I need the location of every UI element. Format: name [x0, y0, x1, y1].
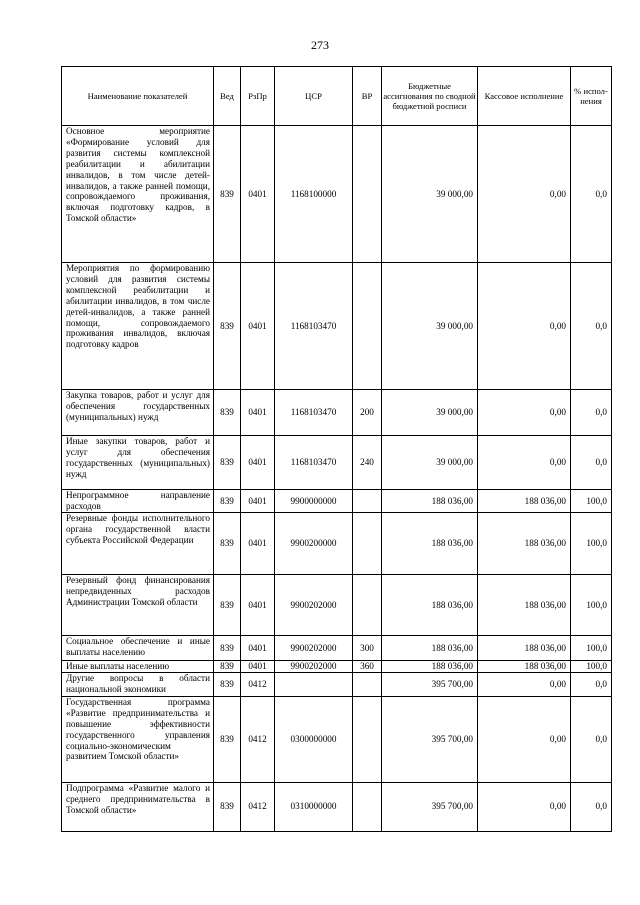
cell-csr: 9900000000: [275, 490, 353, 513]
cell-name: Закупка товаров, работ и услуг для обеспечения государственных (муниципальных) нужд: [62, 390, 214, 436]
cell-rzpr: 0412: [241, 782, 275, 831]
header-rzpr: РзПр: [241, 67, 275, 126]
cell-rzpr: 0412: [241, 696, 275, 782]
header-cash: Кассовое исполнение: [478, 67, 571, 126]
cell-cash: 188 036,00: [478, 636, 571, 661]
cell-vr: [353, 126, 382, 263]
cell-pct: 100,0: [571, 490, 612, 513]
cell-rzpr: 0401: [241, 263, 275, 390]
table-row: [62, 390, 612, 436]
cell-csr: 9900202000: [275, 661, 353, 673]
cell-csr: [275, 672, 353, 696]
cell-ved: 839: [214, 490, 241, 513]
cell-rzpr: 0401: [241, 575, 275, 636]
table-row: [62, 575, 612, 636]
cell-name: Мероприятия по формированию условий для развития системы комплексной реабилитации и абилитации инвалидов, в том числе детей-инвалидов, а также ранней помощи, сопровождаемого проживания инвалидов, включая подготовку кадров: [62, 263, 214, 390]
cell-csr: 1168103470: [275, 390, 353, 436]
cell-ved: 839: [214, 390, 241, 436]
cell-name: Иные выплаты населению: [62, 661, 214, 673]
cell-rzpr: 0401: [241, 636, 275, 661]
cell-ved: 839: [214, 661, 241, 673]
cell-csr: 1168100000: [275, 126, 353, 263]
cell-ved: 839: [214, 513, 241, 575]
header-name: Наименование показателей: [62, 67, 214, 126]
cell-cash: 0,00: [478, 782, 571, 831]
cell-rzpr: 0412: [241, 672, 275, 696]
cell-name: Подпрограмма «Развитие малого и среднего предпринимательства в Томской области»: [62, 782, 214, 831]
cell-budget: 395 700,00: [382, 782, 478, 831]
table-header-row: [62, 67, 612, 126]
cell-vr: 300: [353, 636, 382, 661]
cell-ved: 839: [214, 436, 241, 490]
cell-csr: 0300000000: [275, 696, 353, 782]
cell-cash: 188 036,00: [478, 513, 571, 575]
cell-name: Резервный фонд финансирования непредвиденных расходов Администрации Томской области: [62, 575, 214, 636]
cell-cash: 0,00: [478, 696, 571, 782]
cell-rzpr: 0401: [241, 436, 275, 490]
cell-ved: 839: [214, 126, 241, 263]
header-pct: % испол-нения: [571, 67, 612, 126]
header-vr: ВР: [353, 67, 382, 126]
cell-budget: 39 000,00: [382, 126, 478, 263]
cell-csr: 9900202000: [275, 575, 353, 636]
table-body: [62, 126, 612, 832]
cell-budget: 39 000,00: [382, 263, 478, 390]
table-row: [62, 513, 612, 575]
cell-cash: 0,00: [478, 672, 571, 696]
table-row: [62, 696, 612, 782]
cell-csr: 9900200000: [275, 513, 353, 575]
cell-pct: 100,0: [571, 661, 612, 673]
cell-budget: 39 000,00: [382, 436, 478, 490]
cell-vr: 360: [353, 661, 382, 673]
cell-vr: [353, 575, 382, 636]
cell-cash: 0,00: [478, 436, 571, 490]
table-row: [62, 636, 612, 661]
table-row: [62, 672, 612, 696]
cell-vr: [353, 490, 382, 513]
cell-name: Иные закупки товаров, работ и услуг для обеспечения государственных (муниципальных) нужд: [62, 436, 214, 490]
cell-ved: 839: [214, 696, 241, 782]
table-row: [62, 436, 612, 490]
cell-name: Государственная программа «Развитие предпринимательства и повышение эффективности государственного управления социально-экономическим развитием Томской области»: [62, 696, 214, 782]
cell-rzpr: 0401: [241, 513, 275, 575]
cell-csr: 9900202000: [275, 636, 353, 661]
table-row: [62, 490, 612, 513]
cell-cash: 0,00: [478, 263, 571, 390]
cell-pct: 0,0: [571, 672, 612, 696]
cell-pct: 100,0: [571, 513, 612, 575]
page-number: 273: [311, 38, 329, 52]
cell-csr: 0310000000: [275, 782, 353, 831]
cell-ved: 839: [214, 575, 241, 636]
cell-budget: 395 700,00: [382, 696, 478, 782]
cell-cash: 188 036,00: [478, 575, 571, 636]
cell-budget: 188 036,00: [382, 575, 478, 636]
cell-csr: 1168103470: [275, 436, 353, 490]
cell-pct: 0,0: [571, 782, 612, 831]
cell-pct: 0,0: [571, 436, 612, 490]
cell-rzpr: 0401: [241, 126, 275, 263]
cell-cash: 188 036,00: [478, 490, 571, 513]
table-row: [62, 126, 612, 263]
cell-vr: 200: [353, 390, 382, 436]
cell-pct: 0,0: [571, 390, 612, 436]
cell-cash: 0,00: [478, 126, 571, 263]
cell-rzpr: 0401: [241, 490, 275, 513]
cell-pct: 100,0: [571, 636, 612, 661]
cell-pct: 0,0: [571, 696, 612, 782]
header-csr: ЦСР: [275, 67, 353, 126]
cell-ved: 839: [214, 672, 241, 696]
cell-ved: 839: [214, 636, 241, 661]
cell-cash: 188 036,00: [478, 661, 571, 673]
cell-vr: [353, 263, 382, 390]
cell-budget: 188 036,00: [382, 661, 478, 673]
table-row: [62, 782, 612, 831]
cell-vr: [353, 513, 382, 575]
cell-vr: [353, 782, 382, 831]
cell-budget: 39 000,00: [382, 390, 478, 436]
cell-vr: [353, 696, 382, 782]
cell-rzpr: 0401: [241, 661, 275, 673]
cell-budget: 188 036,00: [382, 490, 478, 513]
cell-vr: 240: [353, 436, 382, 490]
cell-budget: 395 700,00: [382, 672, 478, 696]
table-row: [62, 661, 612, 673]
header-budget: Бюджетные ассигнования по сводной бюджетной росписи: [382, 67, 478, 126]
cell-cash: 0,00: [478, 390, 571, 436]
cell-rzpr: 0401: [241, 390, 275, 436]
cell-name: Другие вопросы в области национальной экономики: [62, 672, 214, 696]
cell-name: Социальное обеспечение и иные выплаты населению: [62, 636, 214, 661]
cell-budget: 188 036,00: [382, 513, 478, 575]
header-ved: Вед: [214, 67, 241, 126]
cell-ved: 839: [214, 782, 241, 831]
cell-name: Резервные фонды исполнительного органа государственной власти субъекта Российской Федерации: [62, 513, 214, 575]
cell-name: Основное мероприятие «Формирование условий для развития системы комплексной реабилитации и абилитации инвалидов, в том числе детей-инвалидов, а также ранней помощи, сопровождаемого проживания, включая подготовку кадров, в Томской области»: [62, 126, 214, 263]
cell-vr: [353, 672, 382, 696]
cell-pct: 100,0: [571, 575, 612, 636]
cell-name: Непрограммное направление расходов: [62, 490, 214, 513]
table-row: [62, 263, 612, 390]
cell-budget: 188 036,00: [382, 636, 478, 661]
budget-table: [61, 66, 612, 832]
cell-pct: 0,0: [571, 263, 612, 390]
cell-pct: 0,0: [571, 126, 612, 263]
cell-csr: 1168103470: [275, 263, 353, 390]
cell-ved: 839: [214, 263, 241, 390]
